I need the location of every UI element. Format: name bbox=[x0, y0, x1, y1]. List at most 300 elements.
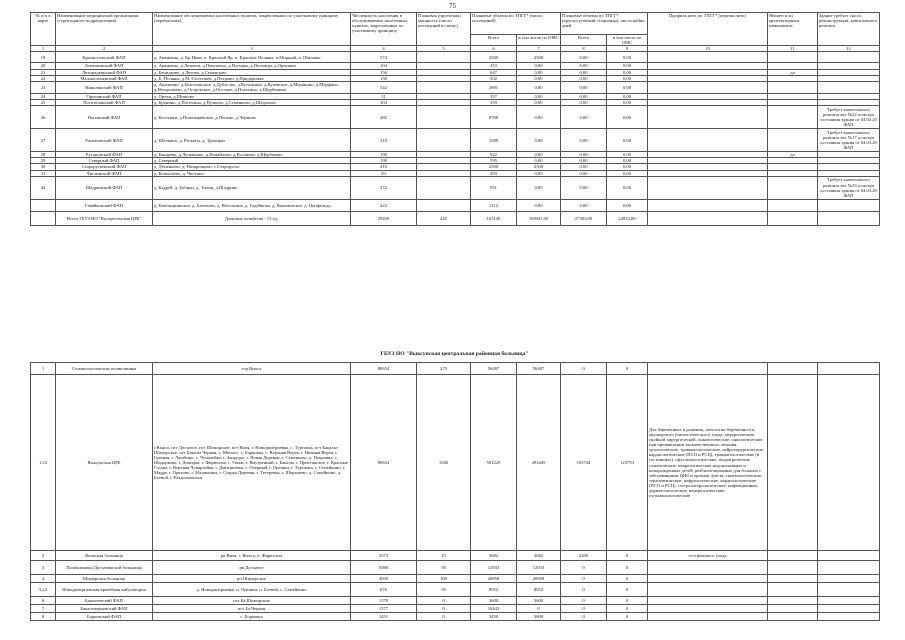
total-name: Итого ГБУЗ НО "Воскресенская ЦРБ" bbox=[56, 211, 153, 225]
facility-name: Чистинский ФАП bbox=[56, 170, 153, 176]
facility-table bbox=[30, 12, 880, 226]
served-settlements: с. Борковка bbox=[153, 613, 351, 621]
vyksa-rows bbox=[31, 363, 880, 621]
bed-days-total: 0,00 bbox=[561, 170, 607, 176]
capacity: 50 bbox=[417, 583, 471, 597]
bed-profile bbox=[648, 176, 768, 199]
header-population: Численность населения в обслуживаемых населенных пунктах, закрепленных по участковому принципу bbox=[351, 13, 417, 46]
table-row bbox=[31, 106, 880, 129]
facility-name: Северный ФАП bbox=[56, 158, 153, 164]
row-number: 1 bbox=[31, 363, 56, 375]
visits-oms: 0,00 bbox=[517, 99, 561, 105]
visits-total: 2891 bbox=[471, 81, 517, 93]
header-bed-days: Плановые объемы по ТПГГ* (круглосуточный стационар), число койко-дней bbox=[561, 13, 648, 35]
bed-days-oms: 0,00 bbox=[607, 106, 648, 129]
visits-total: 502 bbox=[471, 75, 517, 81]
visits-oms: 0,00 bbox=[517, 106, 561, 129]
row-number: 22 bbox=[31, 75, 56, 81]
bed-days-oms: 123793 bbox=[607, 375, 648, 551]
facility-name: Поликлиника Досчатинской больницы bbox=[56, 561, 153, 575]
row-number: 23 bbox=[31, 81, 56, 93]
capacity: 100 bbox=[417, 575, 471, 583]
vyksa-table bbox=[30, 362, 880, 621]
bed-days-oms: 0,00 bbox=[607, 81, 648, 93]
served-settlements: д. Бакарево, д.Лучкиново, д.Измайлово, д.Русаново, д.Щербачево bbox=[153, 152, 351, 158]
population: 5080 bbox=[351, 561, 417, 575]
visits-oms: 0,00 bbox=[517, 129, 561, 152]
total-visits: 105140 bbox=[471, 211, 517, 225]
population: 1577 bbox=[351, 605, 417, 613]
visits-total: 1089 bbox=[471, 129, 517, 152]
column-number: 1 bbox=[31, 46, 56, 52]
building-note bbox=[818, 363, 880, 375]
column-number: 6 bbox=[471, 46, 517, 52]
population: 282 bbox=[351, 106, 417, 129]
facility-name: Новодмитриевская врачебная амбулатория bbox=[56, 583, 153, 597]
visits-total: 56487 bbox=[471, 363, 517, 375]
row-number bbox=[31, 199, 56, 211]
bed-days-total: 0,00 bbox=[561, 69, 607, 75]
visits-total: 453 bbox=[471, 63, 517, 69]
bed-days-total: 0,00 bbox=[561, 81, 607, 93]
row-number: 29 bbox=[31, 158, 56, 164]
visits-oms: 0,00 bbox=[517, 81, 561, 93]
bed-days-oms: 0 bbox=[607, 561, 648, 575]
capacity bbox=[417, 199, 471, 211]
table-row bbox=[31, 605, 880, 613]
visits-total: 359 bbox=[471, 99, 517, 105]
column-number: 5 bbox=[417, 46, 471, 52]
served-settlements: пгт Ба.Шиморские bbox=[153, 597, 351, 605]
served-settlements: г.Выкса, пгт Досчатое, пгт Шиморское, пгт Виля, г. Новодмитриевка, с. Туртапка, пгт Бакалы-Шиморское, пгт Бакалы Черная, с. Мотмос, с. Борковка, с. Верхняя Верея, г. Нижняя Верея, г. Грязная, г. Лашбино, с. Чупалейка, г. Запрудье, г. Новая Деревня, г. Семеньево, д. Покровка, с. Шадорково, г. Демидка, г. Фирюсиха, г. Ушаж, г. Внутренний, г. Бакалы, г. Пристанское, г. Красные Сосны, г. Верхняя Чуварлейка, г. Дмитриевка, с. Озерный, г. Орешки, г. Туртапка, г. Семейкино, г. Мадра, г. Орехово, г. Малиновка, г. Старая Деревня, г. Тетеревка, г. Шерашево, д. Семейкино, д. Боевой, г. Раздольевская bbox=[153, 375, 351, 551]
visits-total: 951 bbox=[471, 176, 517, 199]
visits-oms: 0,00 bbox=[517, 69, 561, 75]
bed-days-oms: 0,00 bbox=[607, 52, 648, 63]
bed-days-total: 0,00 bbox=[561, 158, 607, 164]
bed-days-oms: 0 bbox=[607, 613, 648, 621]
bed-days-total: 0,00 bbox=[561, 176, 607, 199]
bed-days-oms: 0 bbox=[607, 575, 648, 583]
visits-total: 3450 bbox=[471, 613, 517, 621]
facility-name: Лихорадкинский ФАП bbox=[56, 69, 153, 75]
bed-days-total: 0,00 bbox=[561, 63, 607, 69]
total-beds: 27303,00 bbox=[561, 211, 607, 225]
served-settlements: д. Ананьино, д.Лемеши, д.Пакушено, д.Погорка, д.Поповцы, д.Орешино bbox=[153, 63, 351, 69]
bed-days-total: 0,00 bbox=[561, 99, 607, 105]
visits-total: 501229 bbox=[471, 375, 517, 551]
bed-days-oms: 0 bbox=[607, 363, 648, 375]
capacity bbox=[417, 106, 471, 129]
row-number: 7 bbox=[31, 605, 56, 613]
building-note bbox=[818, 81, 880, 93]
served-settlements: д. Бекенадкинское, д. Батилово, д. Веселкина, д. Гадейнова, д. Вахомовское, д. Цепфельдо bbox=[153, 199, 351, 211]
total-capacity: 445 bbox=[417, 211, 471, 225]
bed-days-total: 0,00 bbox=[561, 52, 607, 63]
bed-days-total: 0,00 bbox=[561, 152, 607, 158]
population: 80654 bbox=[351, 363, 417, 375]
bed-days-total: 0 bbox=[561, 605, 607, 613]
facility-name: Шадринский ФАП bbox=[56, 176, 153, 199]
bed-days-total: 0 bbox=[561, 583, 607, 597]
facility-name: Погителинский ФАП bbox=[56, 99, 153, 105]
visits-oms: 0,00 bbox=[517, 199, 561, 211]
building-note bbox=[818, 597, 880, 605]
row-number: 25 bbox=[31, 99, 56, 105]
population: 372 bbox=[351, 176, 417, 199]
architecture-flag bbox=[768, 363, 818, 375]
bed-days-oms: 0,00 bbox=[607, 63, 648, 69]
column-number: 7 bbox=[517, 46, 561, 52]
capacity bbox=[417, 81, 471, 93]
column-number: 8 bbox=[561, 46, 607, 52]
visits-total: 459 bbox=[471, 170, 517, 176]
visits-oms: 0,00 bbox=[517, 158, 561, 164]
building-note: Требует капитального ремонта акт №17 осмотра состояния здания от 04.03.20 ФАП bbox=[818, 129, 880, 152]
row-number: 27 bbox=[31, 129, 56, 152]
bed-days-total: 0 bbox=[561, 597, 607, 605]
column-number: 12 bbox=[818, 46, 880, 52]
bed-days-oms: 0,00 bbox=[607, 75, 648, 81]
row-number: 5,22 bbox=[31, 583, 56, 597]
visits-total: 357 bbox=[471, 93, 517, 99]
population: 4039 bbox=[351, 575, 417, 583]
bed-days-total: 0,00 bbox=[561, 199, 607, 211]
header-visits-total: Всего bbox=[471, 35, 517, 46]
population: 410 bbox=[351, 164, 417, 170]
header-name: Наименование медицинской организации (структурного подразделения) bbox=[56, 13, 153, 46]
visits-total: 8052 bbox=[471, 583, 517, 597]
bed-profile bbox=[648, 605, 768, 613]
bed-profile bbox=[648, 583, 768, 597]
architecture-flag bbox=[768, 129, 818, 152]
table-row bbox=[31, 129, 880, 152]
bed-days-oms: 0,00 bbox=[607, 99, 648, 105]
table-row bbox=[31, 575, 880, 583]
served-settlements: пгт Ба.Черная bbox=[153, 605, 351, 613]
building-note bbox=[818, 199, 880, 211]
visits-oms: 3682 bbox=[517, 551, 561, 561]
total-row bbox=[31, 211, 880, 225]
served-settlements: д. Бронино, д.Потеханы, д.Пулково, д.Семенково, д.Шадалово bbox=[153, 99, 351, 105]
visits-oms: 20858 bbox=[517, 575, 561, 583]
bed-days-oms: 0 bbox=[607, 597, 648, 605]
header-beds-total: Всего bbox=[561, 35, 607, 46]
population: 422 bbox=[351, 199, 417, 211]
population: 1451 bbox=[351, 613, 417, 621]
architecture-flag bbox=[768, 583, 818, 597]
population: 83 bbox=[351, 170, 417, 176]
capacity: 275 bbox=[417, 363, 471, 375]
building-note bbox=[818, 613, 880, 621]
facility-name: Лемешинский ФАП bbox=[56, 63, 153, 69]
bed-profile bbox=[648, 575, 768, 583]
column-number: 10 bbox=[648, 46, 768, 52]
capacity: 25 bbox=[417, 551, 471, 561]
served-settlements: гор.Выкса bbox=[153, 363, 351, 375]
header-beds-oms: в том числе по ОМС bbox=[607, 35, 648, 46]
bed-profile bbox=[648, 52, 768, 63]
facility-name: Орехинский ФАП bbox=[56, 93, 153, 99]
architecture-flag bbox=[768, 52, 818, 63]
visits-total: 3600 bbox=[471, 597, 517, 605]
table-row bbox=[31, 81, 880, 93]
visits-total: 20858 bbox=[471, 575, 517, 583]
visits-oms: 3600 bbox=[517, 613, 561, 621]
building-note bbox=[818, 583, 880, 597]
bed-days-total: 0,00 bbox=[561, 75, 607, 81]
header-building-state: Здание требует сноса, реконструкции, капитального ремонта bbox=[818, 13, 880, 46]
column-number: 2 bbox=[56, 46, 153, 52]
table-row bbox=[31, 375, 880, 551]
facility-name: Николинский ФАП bbox=[56, 81, 153, 93]
bed-days-total: 0 bbox=[561, 561, 607, 575]
bed-profile bbox=[648, 129, 768, 152]
bed-days-total: 0 bbox=[561, 363, 607, 375]
building-note bbox=[818, 551, 880, 561]
row-number: 24 bbox=[31, 93, 56, 99]
population: 1579 bbox=[351, 597, 417, 605]
building-note: Требует капитального ремонта акт №33 осмотра состояния здания от 04.03.20 ФАП bbox=[818, 176, 880, 199]
visits-oms: 493449 bbox=[517, 375, 561, 551]
capacity bbox=[417, 129, 471, 152]
header-points: Наименование обслуживаемых населенных пунктов, закрепленных по участковому принципу (перечислить) bbox=[153, 13, 351, 46]
total-population: 29459 bbox=[351, 211, 417, 225]
population: 156 bbox=[351, 69, 417, 75]
architecture-flag bbox=[768, 613, 818, 621]
architecture-flag bbox=[768, 106, 818, 129]
capacity bbox=[417, 176, 471, 199]
row-number: 2 bbox=[31, 551, 56, 561]
bed-days-oms: 0,00 bbox=[607, 170, 648, 176]
table-row bbox=[31, 597, 880, 605]
header-capacity: Плановая (проектная) мощность (число посещений в смену) bbox=[417, 13, 471, 46]
architecture-flag bbox=[768, 199, 818, 211]
facility-name: Красносельский ФАП bbox=[56, 52, 153, 63]
table-row bbox=[31, 363, 880, 375]
served-settlements: д. Северный bbox=[153, 158, 351, 164]
served-settlements: д. Ананьино, д. Кр.Нива, п. Красный Яр, п. Красные Поляны, п.Мирный, п. Шилины bbox=[153, 52, 351, 63]
row-number: 21 bbox=[31, 69, 56, 75]
served-settlements: рп.Шиморское bbox=[153, 575, 351, 583]
bed-days-total: 0 bbox=[561, 613, 607, 621]
served-settlements: д. Деменьево, д. Назаровцево, с.Старорусье bbox=[153, 164, 351, 170]
architecture-flag: да bbox=[768, 152, 818, 158]
header-visits: Плановые объемы по ТПГГ* (число посещений) bbox=[471, 13, 561, 35]
visits-total: 922 bbox=[471, 152, 517, 158]
visits-total: 12933 bbox=[471, 561, 517, 575]
population: 310 bbox=[351, 129, 417, 152]
population: 51 bbox=[351, 93, 417, 99]
served-settlements: рп.Досчатое bbox=[153, 561, 351, 575]
visits-oms: 0,00 bbox=[517, 75, 561, 81]
row-number: 31 bbox=[31, 170, 56, 176]
architecture-flag bbox=[768, 81, 818, 93]
row-number: 32 bbox=[31, 176, 56, 199]
visits-total: 1212 bbox=[471, 199, 517, 211]
bed-days-total: 0 bbox=[561, 575, 607, 583]
section-title: ГБУЗ НО "Выксунская центральная районная больница" bbox=[380, 351, 529, 357]
architecture-flag: да bbox=[768, 69, 818, 75]
row-number: 6 bbox=[31, 597, 56, 605]
facility-name: Гавайковский ФАП bbox=[56, 199, 153, 211]
bed-profile bbox=[648, 199, 768, 211]
served-settlements: д. Копылеево, д. Чистино bbox=[153, 170, 351, 176]
population: 190 bbox=[351, 152, 417, 158]
row-number: 19 bbox=[31, 52, 56, 63]
row-number: 8 bbox=[31, 613, 56, 621]
row-number: 4 bbox=[31, 575, 56, 583]
bed-profile bbox=[648, 613, 768, 621]
header-n: № п/п в карте bbox=[31, 13, 56, 46]
visits-total: 2500 bbox=[471, 164, 517, 170]
row-number: 28 bbox=[31, 152, 56, 158]
bed-days-oms: 0 bbox=[607, 605, 648, 613]
column-number: 3 bbox=[153, 46, 351, 52]
population: 198 bbox=[351, 158, 417, 164]
served-settlements: д. Б.-Поляны, д.М.-Солтешев, д.Петрово, д.Придорожье bbox=[153, 75, 351, 81]
bed-days-oms: 0,00 bbox=[607, 199, 648, 211]
architecture-flag bbox=[768, 375, 818, 551]
bed-days-oms: 0,00 bbox=[607, 164, 648, 170]
building-note bbox=[818, 575, 880, 583]
bed-days-oms: 0,00 bbox=[607, 93, 648, 99]
row-number: 20 bbox=[31, 63, 56, 69]
header-profile: Профиль коек по ТПГГ* (перечислить) bbox=[648, 13, 768, 46]
facility-name: Выксунская ЦРБ bbox=[56, 375, 153, 551]
building-note bbox=[818, 52, 880, 63]
bed-days-oms: 0,00 bbox=[607, 129, 648, 152]
page-number: 75 bbox=[449, 2, 456, 10]
column-number: 11 bbox=[768, 46, 818, 52]
visits-oms: 0,00 bbox=[517, 176, 561, 199]
table-row bbox=[31, 613, 880, 621]
facility-name: Раскатовский ФАП bbox=[56, 129, 153, 152]
bed-profile bbox=[648, 597, 768, 605]
table-row bbox=[31, 583, 880, 597]
visits-total: 10442 bbox=[471, 605, 517, 613]
visits-oms: 8052 bbox=[517, 583, 561, 597]
bed-days-total: 0,00 bbox=[561, 164, 607, 170]
visits-total: 8760 bbox=[471, 106, 517, 129]
facility-name: Борковский ФАП bbox=[56, 613, 153, 621]
visits-oms: 0,00 bbox=[517, 63, 561, 69]
header-architecture: Является ли архитектурным памятником bbox=[768, 13, 818, 46]
column-number: 9 bbox=[607, 46, 648, 52]
served-settlements: д. Костенки, д.Пономарёвское, д.Попово, д.Черново bbox=[153, 106, 351, 129]
facility-name: Русановский ФАП bbox=[56, 152, 153, 158]
column-number: 4 bbox=[351, 46, 417, 52]
bed-days-oms: 0,00 bbox=[607, 152, 648, 158]
visits-total: 647 bbox=[471, 69, 517, 75]
bed-days-total: 0,00 bbox=[561, 93, 607, 99]
population: 542 bbox=[351, 81, 417, 93]
population: 104 bbox=[351, 99, 417, 105]
facility-name: Бакалеевский ФАП bbox=[56, 597, 153, 605]
table-row bbox=[31, 199, 880, 211]
building-note bbox=[818, 605, 880, 613]
bed-profile bbox=[648, 363, 768, 375]
architecture-flag bbox=[768, 605, 818, 613]
visits-oms: 12933 bbox=[517, 561, 561, 575]
population: 80654 bbox=[351, 375, 417, 551]
building-note bbox=[818, 561, 880, 575]
served-settlements: д. Бенидково, д.Лехово, д.Семенцово bbox=[153, 69, 351, 75]
served-settlements: д. Орехи, д.Шишово bbox=[153, 93, 351, 99]
facility-name: Шиморская больница bbox=[56, 575, 153, 583]
visits-oms: 2500 bbox=[517, 52, 561, 63]
row-number: 1.23 bbox=[31, 375, 56, 551]
bed-days-oms: 0,00 bbox=[607, 158, 648, 164]
facility-name: Бакалочерновский ФАП bbox=[56, 605, 153, 613]
bed-days-oms: 0 bbox=[607, 583, 648, 597]
visits-oms: 3600 bbox=[517, 597, 561, 605]
bed-days-oms: 0,00 bbox=[607, 69, 648, 75]
capacity: 50 bbox=[417, 561, 471, 575]
architecture-flag bbox=[768, 575, 818, 583]
capacity: 0 bbox=[417, 613, 471, 621]
capacity: 0 bbox=[417, 605, 471, 613]
table-row bbox=[31, 52, 880, 63]
table-row bbox=[31, 551, 880, 561]
total-beds-oms: 24933,00 bbox=[607, 211, 648, 225]
visits-oms: 0 bbox=[517, 605, 561, 613]
served-settlements: рп.Виля, г. Выкса, п. Фирюсиха bbox=[153, 551, 351, 561]
total-points: Домовые хозяйства - 13 ед. bbox=[153, 211, 351, 225]
architecture-flag bbox=[768, 551, 818, 561]
bed-profile bbox=[648, 106, 768, 129]
visits-oms: 0,00 bbox=[517, 170, 561, 176]
header-row bbox=[31, 13, 880, 35]
row-number: 26 bbox=[31, 106, 56, 129]
architecture-flag bbox=[768, 561, 818, 575]
capacity bbox=[417, 52, 471, 63]
table-row bbox=[31, 561, 880, 575]
visits-oms: 0,00 bbox=[517, 152, 561, 158]
total-visits-oms: 108945,00 bbox=[517, 211, 561, 225]
building-note: Требует капитального ремонта акт №22 осмотра состояния здания от 04.03.20 ФАП bbox=[818, 106, 880, 129]
visits-total: 3682 bbox=[471, 551, 517, 561]
capacity: 0 bbox=[417, 597, 471, 605]
architecture-flag bbox=[768, 597, 818, 605]
bed-profile: сестринского ухода bbox=[648, 551, 768, 561]
bed-days-total: 103744 bbox=[561, 375, 607, 551]
bed-days-oms: 0 bbox=[607, 551, 648, 561]
bed-days-total: 0,00 bbox=[561, 106, 607, 129]
bed-days-oms: 0,00 bbox=[607, 176, 648, 199]
population: 150 bbox=[351, 75, 417, 81]
population: 676 bbox=[351, 583, 417, 597]
bed-days-total: 2200 bbox=[561, 551, 607, 561]
header-visits-oms: в том числе по ОМС bbox=[517, 35, 561, 46]
population: 574 bbox=[351, 52, 417, 63]
bed-profile: Для беременных и рожениц, патологии беременности, акушерского (патологического) ухода, хирургические, гнойной хирургической, онкологические, онкологические при приживлении злокачественного лечения, урологические, травматологические, нейрохирургические, кардиологические (ПСО и РСЦ), травматологические (в гостиницах), офтальмологические, педиатрические соматические, неврологические недоношенных и новорожденных детей, реабилитационные для больных с заболеваниями ЦНС и органов чувств, гинекологические, терапевтические, нефрологические, кардиологические (ПСО и РСЦ), гастроэнтерологические, инфекционные, дерматологические, венерологические, пульмонологические bbox=[648, 375, 768, 551]
visits-total: 595 bbox=[471, 158, 517, 164]
bed-profile bbox=[648, 561, 768, 575]
served-settlements: д. Новодмитриевка, п. Орешки, п. Боевой, с. Семейкино bbox=[153, 583, 351, 597]
facility-name: Поповский ФАП bbox=[56, 106, 153, 129]
building-note bbox=[818, 375, 880, 551]
table-row bbox=[31, 176, 880, 199]
capacity: 1040 bbox=[417, 375, 471, 551]
architecture-flag bbox=[768, 176, 818, 199]
visits-oms: 0,00 bbox=[517, 93, 561, 99]
facility-name: Малоколоменский ФАП bbox=[56, 75, 153, 81]
population: 104 bbox=[351, 63, 417, 69]
visits-oms: 56487 bbox=[517, 363, 561, 375]
facility-rows bbox=[31, 52, 880, 211]
facility-name: Вильская больница bbox=[56, 551, 153, 561]
bed-days-total: 0,00 bbox=[561, 129, 607, 152]
